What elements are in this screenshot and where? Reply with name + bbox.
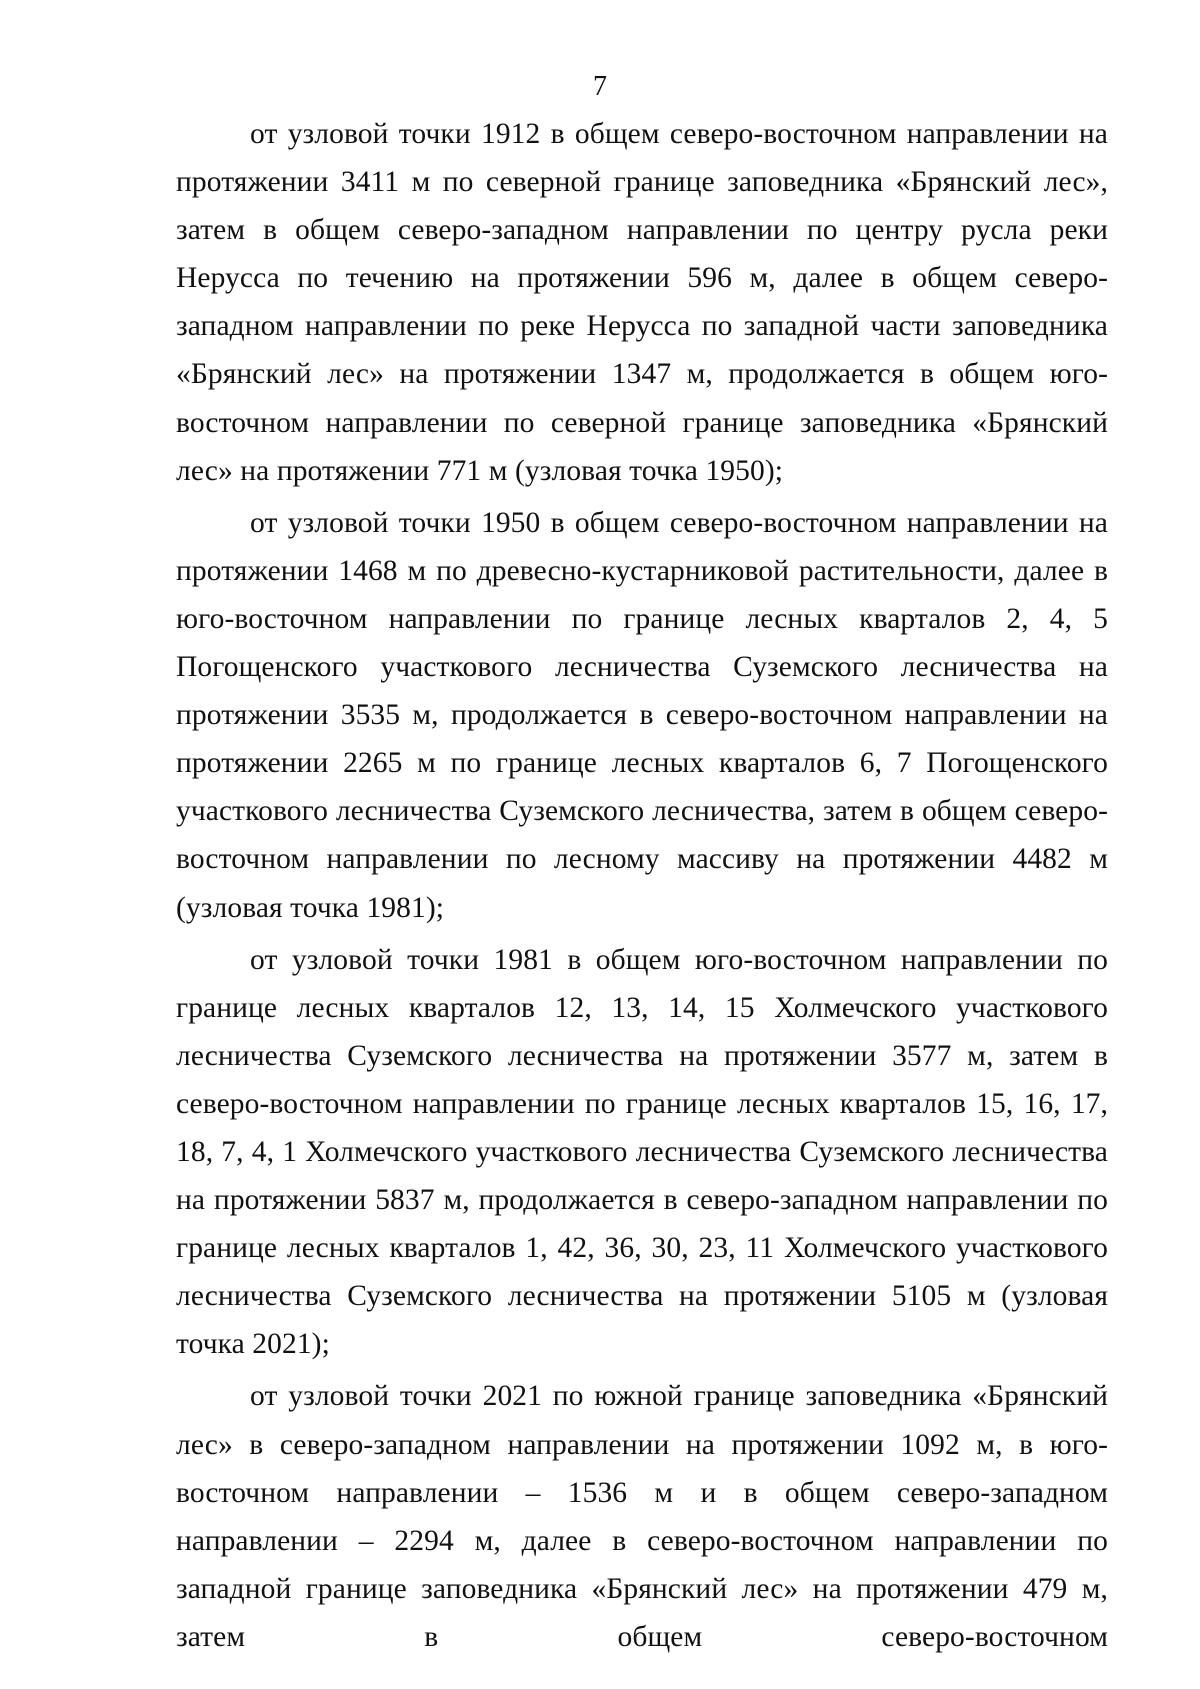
paragraph-node-2021: от узловой точки 2021 по южной границе заповедника «Брянский лес» в северо-западном направлении на протяжении 1092 м, в юго-восточном направлении – 1536 м и в общем северо-западном направлении – 2294 м, далее в северо-восточном направлении по западной границе заповедника «Брянский лес» на протяжении 479 м, затем в общем северо-восточном bbox=[176, 1380, 1108, 1653]
page-number: 7 bbox=[593, 71, 607, 102]
paragraph-node-1912: от узловой точки 1912 в общем северо-восточном направлении на протяжении 3411 м по северной границе заповедника «Брянский лес», затем в общем северо-западном направлении по центру русла реки Нерусса по течению на протяжении 596 м, далее в общем северо-западном направлении по реке Нерусса по западной части заповедника «Брянский лес» на протяжении 1347 м, продолжается в общем юго-восточном направлении по северной границе заповедника «Брянский лес» на протяжении 771 м (узловая точка 1950); bbox=[176, 118, 1108, 487]
document-body bbox=[176, 110, 1108, 1665]
paragraph-node-1950: от узловой точки 1950 в общем северо-восточном направлении на протяжении 1468 м по древесно-кустарниковой растительности, далее в юго-восточном направлении по границе лесных кварталов 2, 4, 5 Погощенского участкового лесничества Суземского лесничества на протяжении 3535 м, продолжается в северо-восточном направлении на протяжении 2265 м по границе лесных кварталов 6, 7 Погощенского участкового лесничества Суземского лесничества, затем в общем северо-восточном направлении по лесному массиву на протяжении 4482 м (узловая точка 1981); bbox=[176, 506, 1108, 924]
paragraph-node-1981: от узловой точки 1981 в общем юго-восточном направлении по границе лесных кварталов 12, 13, 14, 15 Холмечского участкового лесничества Суземского лесничества на протяжении 3577 м, затем в северо-восточном направлении по границе лесных кварталов 15, 16, 17, 18, 7, 4, 1 Холмечского участкового лесничества Суземского лесничества на протяжении 5837 м, продолжается в северо-западном направлении по границе лесных кварталов 1, 42, 36, 30, 23, 11 Холмечского участкового лесничества Суземского лесничества на протяжении 5105 м (узловая точка 2021); bbox=[176, 943, 1108, 1361]
